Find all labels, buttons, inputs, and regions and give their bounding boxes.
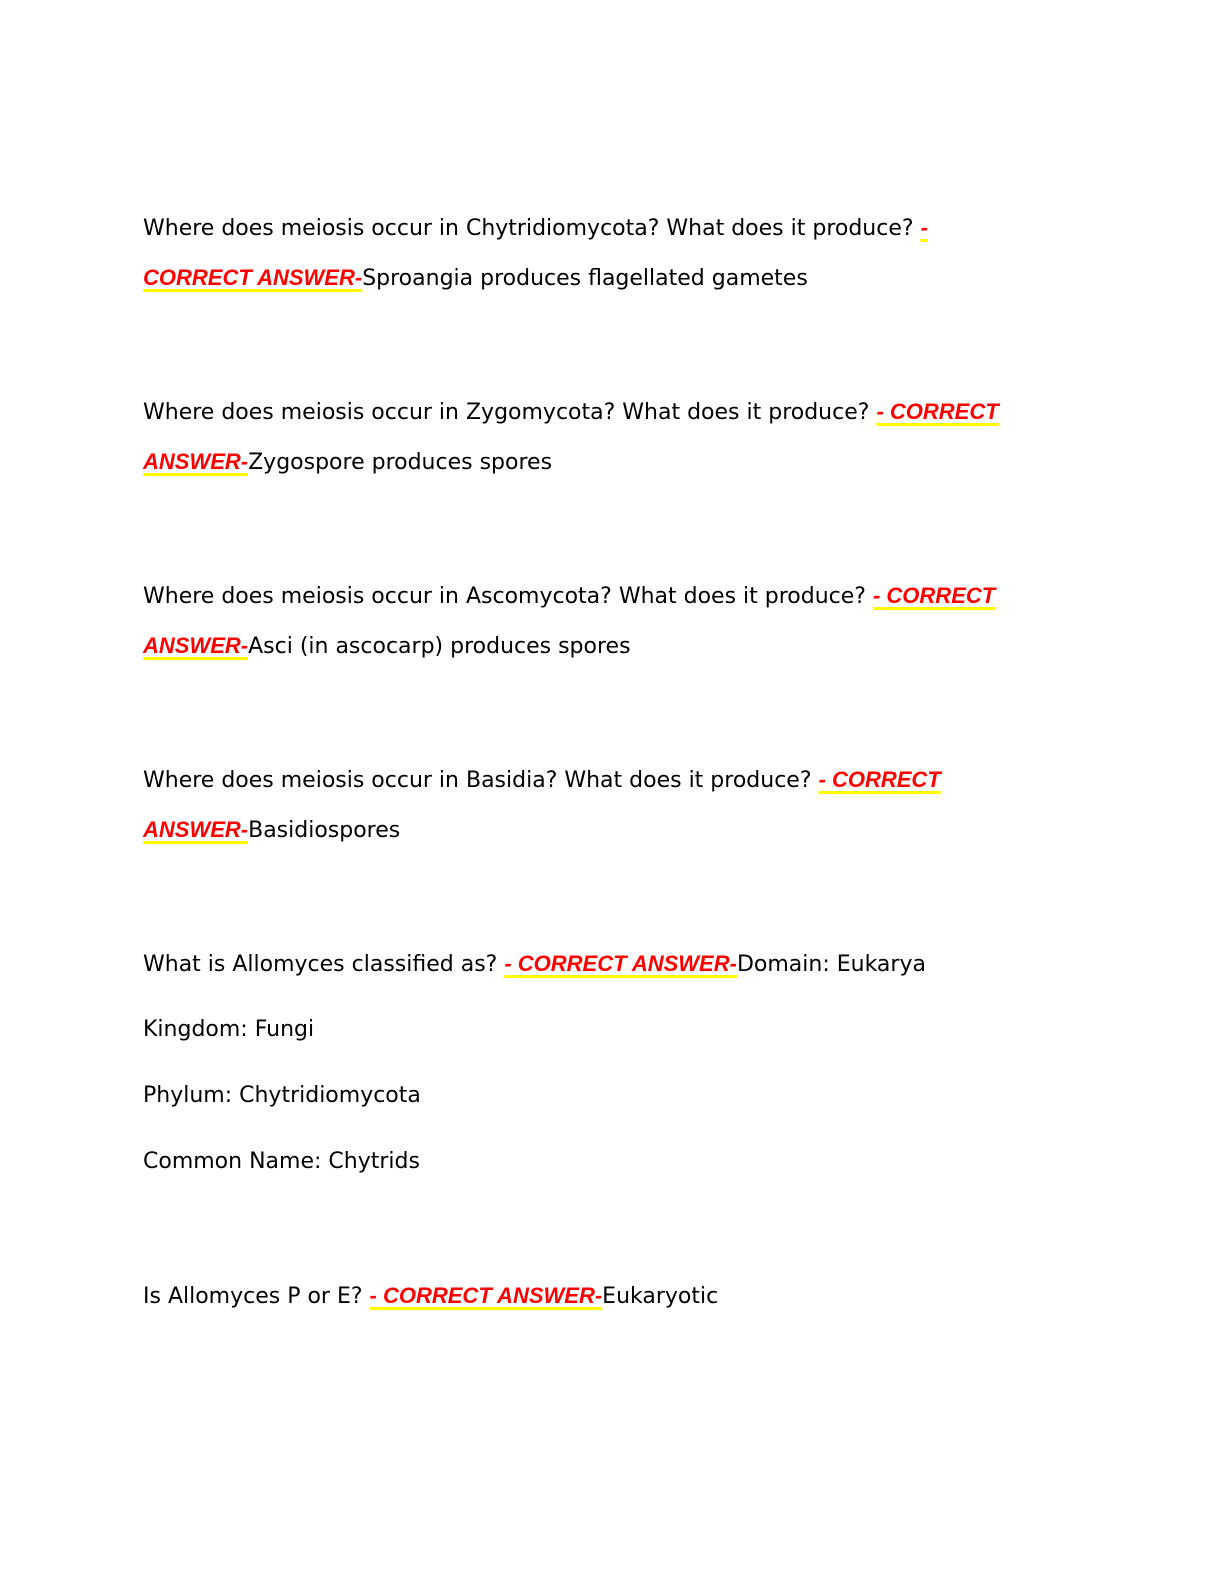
correct-answer-marker: CORRECT ANSWER- <box>143 265 363 290</box>
correct-answer-marker: - <box>920 215 928 240</box>
answer-text: Zygospore produces spores <box>248 450 553 475</box>
question-line <box>143 755 1083 805</box>
question-text: Where does meiosis occur in Chytridiomycota? What does it produce? <box>143 216 921 241</box>
answer-line <box>143 1071 1083 1137</box>
correct-answer-marker: - CORRECT ANSWER- <box>369 1283 603 1308</box>
answer-text: Eukaryotic <box>602 1284 719 1309</box>
correct-answer-marker: - CORRECT <box>872 583 996 608</box>
question-line <box>143 571 1083 621</box>
paragraph-gap <box>143 487 1083 571</box>
question-text: Where does meiosis occur in Zygomycota? What does it produce? <box>143 400 877 425</box>
answer-line <box>143 1137 1083 1187</box>
qa-item-chytridiomycota <box>143 203 1083 303</box>
answer-text: Asci (in ascocarp) produces spores <box>248 634 631 659</box>
answer-text: Kingdom: Fungi <box>143 1017 315 1042</box>
paragraph-gap <box>143 303 1083 387</box>
qa-item-allomyces-classification <box>143 939 1083 1187</box>
answer-text: Basidiospores <box>248 818 401 843</box>
answer-text: Domain: Eukarya <box>736 952 926 977</box>
document-content <box>143 203 1083 1321</box>
question-text: What is Allomyces classified as? <box>143 952 505 977</box>
answer-text: Sproangia produces flagellated gametes <box>362 266 808 291</box>
answer-line <box>143 805 1083 855</box>
correct-answer-marker: ANSWER- <box>143 817 249 842</box>
paragraph-gap <box>143 1187 1083 1271</box>
correct-answer-marker: - CORRECT ANSWER- <box>504 951 737 976</box>
paragraph-gap <box>143 855 1083 939</box>
paragraph-gap <box>143 671 1083 755</box>
answer-text: Common Name: Chytrids <box>143 1149 420 1174</box>
correct-answer-marker: ANSWER- <box>143 449 249 474</box>
correct-answer-marker: - CORRECT <box>818 767 941 792</box>
answer-text: Phylum: Chytridiomycota <box>143 1083 421 1108</box>
question-text: Is Allomyces P or E? <box>143 1284 370 1309</box>
answer-line <box>143 253 1083 303</box>
qa-item-basidia <box>143 755 1083 855</box>
question-line <box>143 203 1083 253</box>
qa-item-zygomycota <box>143 387 1083 487</box>
question-text: Where does meiosis occur in Basidia? What does it produce? <box>143 768 819 793</box>
correct-answer-marker: - CORRECT <box>876 399 999 424</box>
qa-item-ascomycota <box>143 571 1083 671</box>
question-text: Where does meiosis occur in Ascomycota? What does it produce? <box>143 584 873 609</box>
answer-line <box>143 621 1083 671</box>
answer-line <box>143 1005 1083 1071</box>
correct-answer-marker: ANSWER- <box>143 633 249 658</box>
question-line <box>143 939 1083 1005</box>
answer-line <box>143 437 1083 487</box>
question-line <box>143 1271 1083 1321</box>
question-line <box>143 387 1083 437</box>
qa-item-allomyces-p-or-e <box>143 1271 1083 1321</box>
